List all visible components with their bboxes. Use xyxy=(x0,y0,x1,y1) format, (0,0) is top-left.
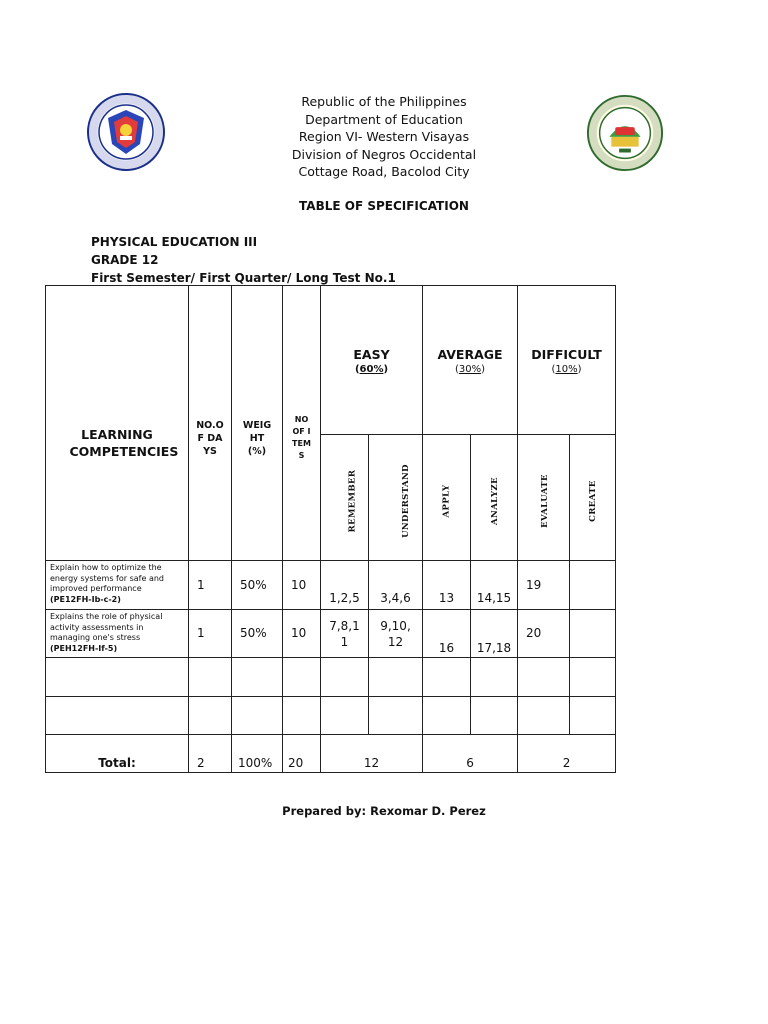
days-cell: 1 xyxy=(189,561,232,610)
total-easy: 12 xyxy=(321,735,423,773)
header-learning-competencies: LEARNING COMPETENCIES xyxy=(46,286,189,561)
items-cell: 10 xyxy=(283,610,321,658)
understand-cell: 9,10,12 xyxy=(369,610,423,658)
total-average: 6 xyxy=(423,735,518,773)
difficult-percent: 10% xyxy=(555,363,578,375)
prepared-by: Prepared by: Rexomar D. Perez xyxy=(282,804,486,818)
table-row xyxy=(46,561,616,610)
total-row xyxy=(46,735,616,773)
header-no-of-items: NO OF ITEMS xyxy=(283,286,321,561)
document-title: TABLE OF SPECIFICATION xyxy=(299,199,469,213)
total-items: 20 xyxy=(283,735,321,773)
header-region: Region VI- Western Visayas xyxy=(298,129,470,144)
subject-period: First Semester/ First Quarter/ Long Test No.1 xyxy=(91,271,396,285)
create-cell xyxy=(570,561,616,610)
evaluate-cell: 20 xyxy=(518,610,570,658)
total-weight: 100% xyxy=(232,735,283,773)
header-address: Cottage Road, Bacolod City xyxy=(298,164,470,179)
table-row xyxy=(46,658,616,697)
header-evaluate: EVALUATE xyxy=(518,435,570,561)
subject-block xyxy=(91,233,396,287)
header-create: CREATE xyxy=(570,435,616,561)
header-remember: REMEMBER xyxy=(321,435,369,561)
table-row xyxy=(46,697,616,735)
average-percent: 30% xyxy=(458,363,482,375)
header-department: Department of Education xyxy=(305,111,463,127)
letterhead xyxy=(234,93,534,181)
total-label: Total: xyxy=(46,735,189,773)
competency-cell: Explains the role of physical activity assessments in managing one's stress (PEH12FH-If-5) xyxy=(46,610,189,658)
header-republic: Republic of the Philippines xyxy=(301,94,467,109)
understand-cell: 3,4,6 xyxy=(369,561,423,610)
header-difficult: DIFFICULT (10%) xyxy=(518,286,616,435)
table-row xyxy=(46,610,616,658)
days-cell: 1 xyxy=(189,610,232,658)
deped-seal-icon xyxy=(86,92,166,172)
analyze-cell: 14,15 xyxy=(471,561,518,610)
competency-cell: Explain how to optimize the energy systems for safe and improved performance (PE12FH-Ib-c-2) xyxy=(46,561,189,610)
weight-cell: 50% xyxy=(232,561,283,610)
remember-cell: 1,2,5 xyxy=(321,561,369,610)
easy-percent: 60% xyxy=(359,363,384,375)
create-cell xyxy=(570,610,616,658)
header-division: Division of Negros Occidental xyxy=(291,146,477,162)
header-understand: UNDERSTAND xyxy=(369,435,423,561)
header-analyze: ANALYZE xyxy=(471,435,518,561)
header-weight: WEIGHT (%) xyxy=(232,286,283,561)
remember-cell: 7,8,11 xyxy=(321,610,369,658)
division-negros-occidental-seal-icon xyxy=(586,94,664,172)
evaluate-cell: 19 xyxy=(518,561,570,610)
total-days: 2 xyxy=(189,735,232,773)
weight-cell: 50% xyxy=(232,610,283,658)
header-apply: APPLY xyxy=(423,435,471,561)
header-easy: EASY (60%) xyxy=(321,286,423,435)
analyze-cell: 17,18 xyxy=(471,610,518,658)
apply-cell: 13 xyxy=(423,561,471,610)
apply-cell: 16 xyxy=(423,610,471,658)
header-no-of-days: NO.OF DAYS xyxy=(189,286,232,561)
items-cell: 10 xyxy=(283,561,321,610)
specification-table xyxy=(45,285,616,773)
total-difficult: 2 xyxy=(518,735,616,773)
header-average: AVERAGE (30%) xyxy=(423,286,518,435)
subject-course: PHYSICAL EDUCATION III xyxy=(91,235,258,249)
subject-grade: GRADE 12 xyxy=(91,253,159,267)
